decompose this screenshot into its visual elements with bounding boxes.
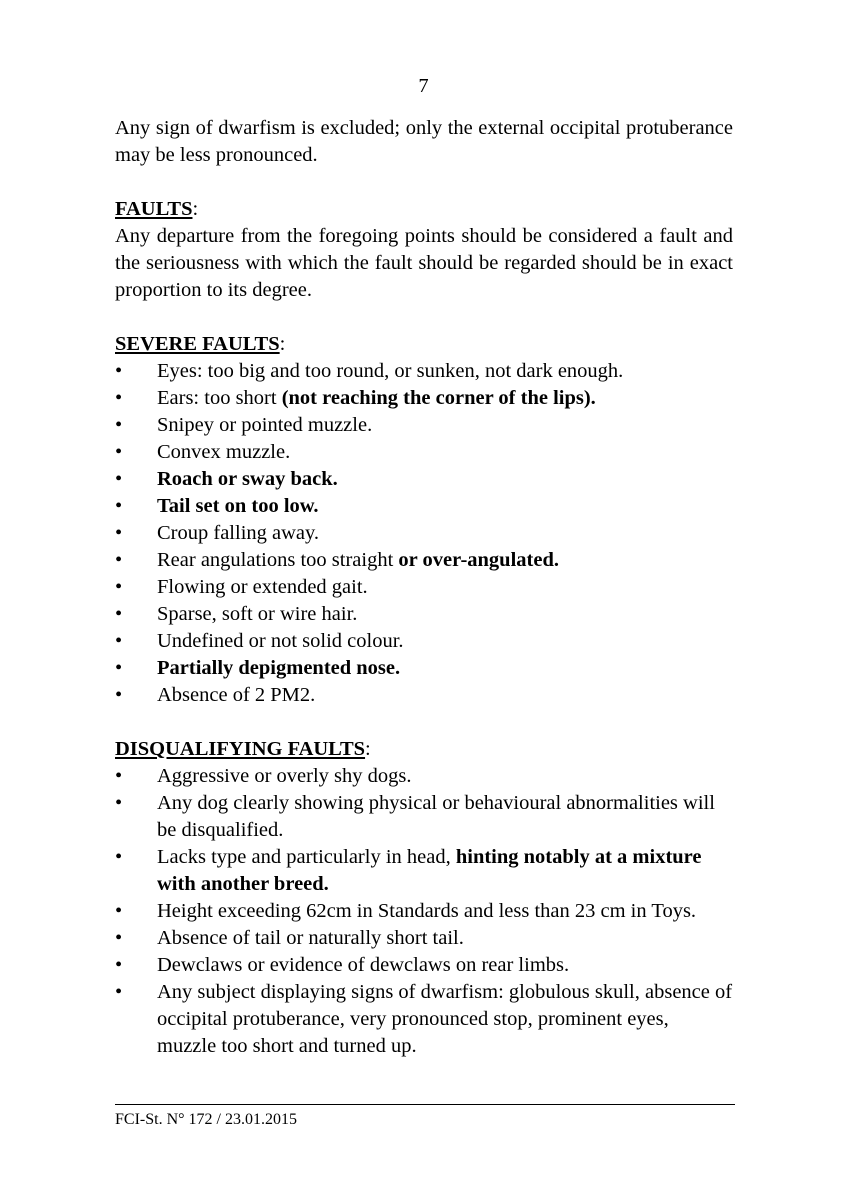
severe-faults-heading-colon: :: [279, 333, 286, 355]
list-item-text: Height exceeding 62cm in Standards and less than 23 cm in Toys.: [157, 900, 697, 922]
list-item: [115, 601, 733, 628]
list-item-text: Lacks type and particularly in head,: [157, 846, 456, 868]
list-item: [115, 547, 733, 574]
intro-paragraph: Any sign of dwarfism is excluded; only the external occipital protuberance may be less pronounced.: [115, 117, 733, 166]
list-item: [115, 844, 733, 898]
list-item-text: Aggressive or overly shy dogs.: [157, 765, 412, 787]
list-item: [115, 493, 733, 520]
list-item: [115, 412, 733, 439]
bullet-icon: •: [115, 603, 123, 625]
list-item: [115, 628, 733, 655]
list-item-text: Rear angulations too straight: [157, 549, 399, 571]
bullet-icon: •: [115, 657, 123, 679]
faults-heading-label: FAULTS: [115, 198, 193, 220]
severe-faults-heading-label: SEVERE FAULTS: [115, 333, 280, 355]
list-item: [115, 466, 733, 493]
disqualifying-faults-heading-colon: :: [365, 738, 371, 760]
list-item: [115, 682, 733, 709]
list-item-text: Undefined or not solid colour.: [157, 630, 404, 652]
list-item: [115, 979, 733, 1060]
list-item: [115, 520, 733, 547]
faults-paragraph: Any departure from the foregoing points should be considered a fault and the seriousness with which the fault should be regarded should be in exact proportion to its degree.: [115, 225, 733, 301]
list-item-bold-text: Tail set on too low.: [157, 495, 319, 517]
list-item-bold-text: or over-angulated.: [398, 549, 559, 571]
bullet-icon: •: [115, 360, 123, 382]
bullet-icon: •: [115, 522, 123, 544]
bullet-icon: •: [115, 441, 123, 463]
list-item-text: Absence of 2 PM2.: [157, 684, 316, 706]
list-item-text: Any dog clearly showing physical or behavioural abnormalities will be disqualified.: [157, 792, 715, 841]
document-body: [115, 115, 733, 1060]
bullet-icon: •: [115, 387, 123, 409]
list-item-text: Dewclaws or evidence of dewclaws on rear limbs.: [157, 954, 570, 976]
list-item: [115, 574, 733, 601]
list-item-text: Snipey or pointed muzzle.: [157, 414, 373, 436]
bullet-icon: •: [115, 792, 123, 814]
bullet-icon: •: [115, 900, 123, 922]
severe-faults-heading: [115, 331, 733, 358]
list-item-text: Any subject displaying signs of dwarfism: globulous skull, absence of occipital protuberance, very pronounced stop, prominent eyes, muzzle too short and turned up.: [157, 981, 733, 1057]
severe-faults-list: [115, 358, 733, 709]
list-item: [115, 763, 733, 790]
footer-rule: [115, 1104, 735, 1105]
faults-heading-colon: :: [192, 198, 199, 220]
list-item: [115, 385, 733, 412]
bullet-icon: •: [115, 954, 123, 976]
page-number: 7: [418, 75, 429, 97]
bullet-icon: •: [115, 684, 123, 706]
bullet-icon: •: [115, 414, 123, 436]
list-item-text: Eyes: too big and too round, or sunken, not dark enough.: [157, 360, 624, 382]
list-item-text: Ears: too short: [157, 387, 282, 409]
bullet-icon: •: [115, 630, 123, 652]
list-item: [115, 952, 733, 979]
list-item-bold-text: (not reaching the corner of the lips).: [281, 387, 596, 409]
list-item: [115, 898, 733, 925]
list-item-text: Convex muzzle.: [157, 441, 291, 463]
disqualifying-faults-heading: [115, 736, 733, 763]
list-item-text: Flowing or extended gait.: [157, 576, 368, 598]
list-item-text: Absence of tail or naturally short tail.: [157, 927, 464, 949]
list-item-bold-text: Partially depigmented nose.: [157, 657, 401, 679]
bullet-icon: •: [115, 468, 123, 490]
list-item-text: Croup falling away.: [157, 522, 320, 544]
bullet-icon: •: [115, 846, 123, 868]
list-item-bold-text: Roach or sway back.: [157, 468, 338, 490]
list-item-text: Sparse, soft or wire hair.: [157, 603, 358, 625]
list-item: [115, 925, 733, 952]
faults-heading: [115, 196, 733, 223]
list-item: [115, 655, 733, 682]
list-item: [115, 358, 733, 385]
bullet-icon: •: [115, 981, 123, 1003]
bullet-icon: •: [115, 576, 123, 598]
footer-reference: FCI-St. N° 172 / 23.01.2015: [115, 1111, 297, 1128]
bullet-icon: •: [115, 765, 123, 787]
bullet-icon: •: [115, 495, 123, 517]
list-item: [115, 439, 733, 466]
disqualifying-faults-heading-label: DISQUALIFYING FAULTS: [115, 738, 366, 760]
bullet-icon: •: [115, 549, 123, 571]
list-item-bold-text: hinting notably at a mixture with another breed.: [157, 846, 702, 895]
list-item: [115, 790, 733, 844]
bullet-icon: •: [115, 927, 123, 949]
disqualifying-faults-list: [115, 763, 733, 1060]
